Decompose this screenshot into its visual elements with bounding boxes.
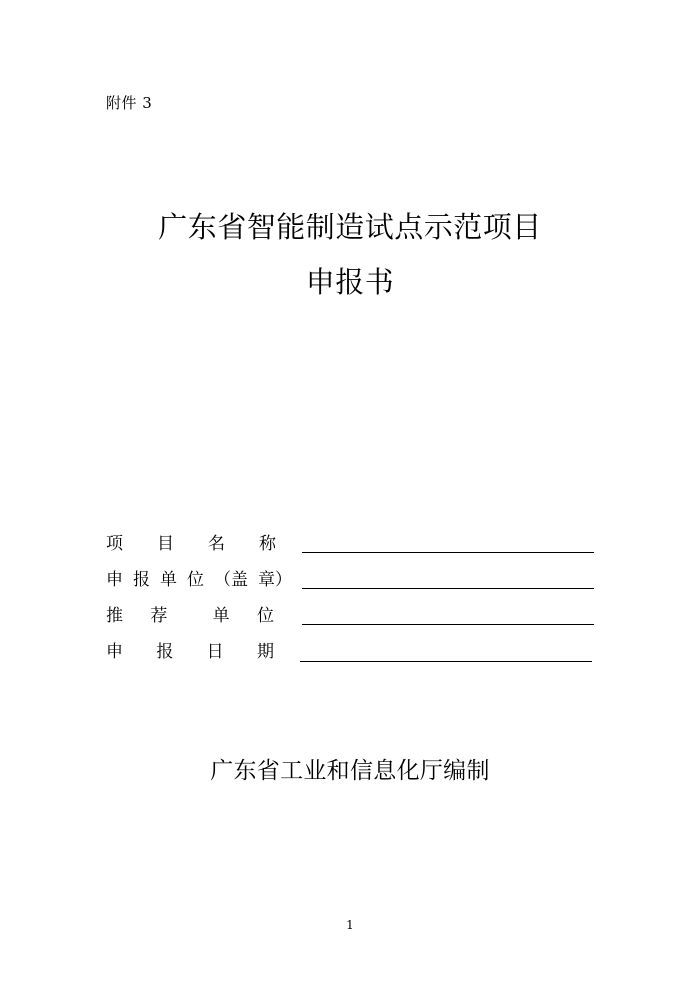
field-recommending-unit [106, 602, 606, 638]
fill-in-line[interactable] [300, 661, 592, 662]
attachment-label: 附件 3 [106, 94, 153, 112]
label-char: 位 [187, 570, 204, 590]
label-char: 报 [133, 570, 150, 590]
label-char: 期 [256, 642, 274, 662]
field-project-name [106, 530, 606, 566]
field-label [106, 602, 274, 630]
field-label [106, 566, 292, 594]
label-char: 申 [106, 642, 123, 662]
label-char: 报 [156, 642, 174, 662]
label-char: 推 [106, 606, 123, 626]
cover-fields [106, 530, 606, 674]
label-char: 申 [106, 570, 123, 590]
field-application-date [106, 638, 606, 674]
fill-in-line[interactable] [302, 552, 594, 553]
fill-in-line[interactable] [302, 624, 594, 625]
compiler-line: 广东省工业和信息化厅编制 [210, 758, 490, 784]
label-char: 章） [258, 570, 292, 590]
label-char: 项 [106, 534, 123, 554]
label-char: （盖 [214, 570, 248, 590]
label-char: 目 [157, 534, 174, 554]
label-char: 荐 [150, 606, 168, 626]
field-label [106, 638, 274, 666]
label-char: 称 [259, 534, 276, 554]
fill-in-line[interactable] [302, 588, 594, 589]
label-char: 单 [160, 570, 177, 590]
field-label [106, 530, 276, 558]
label-char: 名 [208, 534, 225, 554]
document-title: 广东省智能制造试点示范项目 [158, 210, 542, 244]
label-char: 位 [256, 606, 274, 626]
document-subtitle: 申报书 [305, 265, 395, 299]
label-char: 日 [206, 642, 224, 662]
label-char: 单 [212, 606, 230, 626]
page-number: 1 [346, 918, 354, 932]
field-applicant-unit [106, 566, 606, 602]
